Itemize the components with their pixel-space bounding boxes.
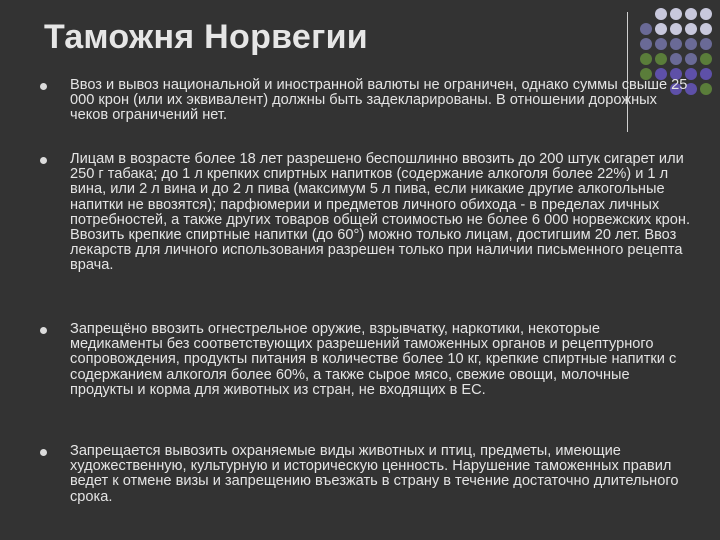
decorative-dot: [655, 38, 667, 50]
decorative-dot: [700, 53, 712, 65]
decorative-dot: [685, 38, 697, 50]
decorative-dot: [655, 23, 667, 35]
decorative-dot: [700, 8, 712, 20]
decorative-dot: [685, 8, 697, 20]
bullet-dot-icon: [40, 327, 47, 334]
decorative-dot: [700, 68, 712, 80]
decorative-dot: [670, 38, 682, 50]
decorative-dot: [655, 53, 667, 65]
decorative-dot: [640, 23, 652, 35]
bullet-text: Запрещается вывозить охраняемые виды животных и птиц, предметы, имеющие художественную, культурную и историческую ценность. Нарушение таможенных правил ведет к отмене визы и запрещению въезжать в страну в течение достаточно длительного срока.: [70, 443, 679, 505]
decorative-dot: [640, 53, 652, 65]
decorative-dot: [670, 23, 682, 35]
bullet-dot-icon: [40, 83, 47, 90]
decorative-dot: [670, 8, 682, 20]
bullet-dot-icon: [40, 449, 47, 456]
bullet-dot-icon: [40, 157, 47, 164]
bullet-text: Запрещёно ввозить огнестрельное оружие, взрывчатку, наркотики, некоторые медикаменты без соответствующих разрешений таможенных органов и рецептурного сопровождения, продукты питания в количестве более 10 кг, крепкие спиртные напитки с содержанием алкоголя более 60%, а также сырое мясо, свежие овощи, молочные продукты и корма для животных из стран, не входящих в ЕС.: [70, 321, 677, 398]
decorative-dot: [640, 38, 652, 50]
decorative-dot: [700, 83, 712, 95]
slide-title: Таможня Норвегии: [44, 18, 368, 56]
decorative-dot: [685, 23, 697, 35]
decorative-dot: [700, 23, 712, 35]
decorative-dot: [670, 53, 682, 65]
decorative-dot: [700, 38, 712, 50]
decorative-dot: [685, 53, 697, 65]
bullet-text: Лицам в возрасте более 18 лет разрешено беспошлинно ввозить до 200 штук сигарет или 250 г табака; до 1 л крепких спиртных напитков (содержание алкоголя более 22%) и 1 л вина, или 2 л вина и до 2 л пива (максимум 5 л пива, если никакие другие алкогольные напитки не ввозятся); парфюмерии и предметов личного обихода - в пределах личных потребностей, а также других товаров общей стоимостью не более 6 000 норвежских крон. Ввозить крепкие спиртные напитки (до 60°) можно только лицам, достигшим 20 лет. Ввоз лекарств для личного использования разрешен только при наличии письменного рецепта врача.: [70, 151, 691, 274]
decorative-dot: [655, 8, 667, 20]
bullet-text: Ввоз и вывоз национальной и иностранной валюты не ограничен, однако суммы свыше 25 000 крон (или их эквивалент) должны быть задекларированы. В отношении дорожных чеков ограничений нет.: [70, 77, 688, 124]
